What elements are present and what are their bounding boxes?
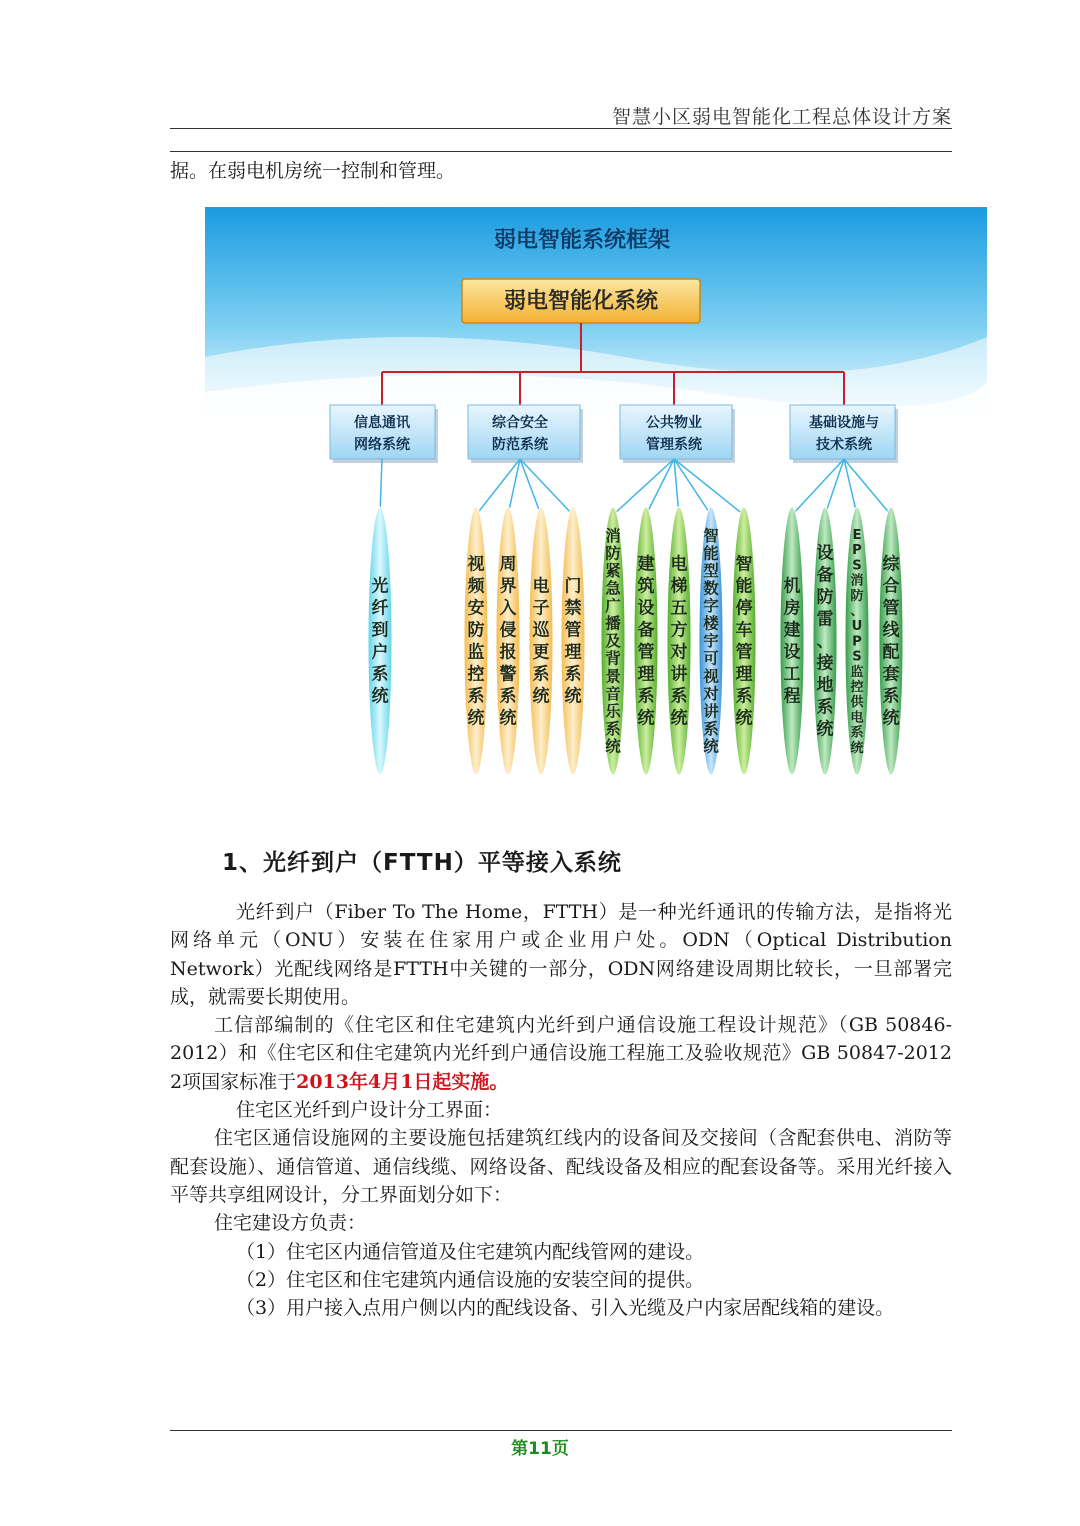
leaf-capsule xyxy=(529,507,553,775)
header-title: 智慧小区弱电智能化工程总体设计方案 xyxy=(611,106,952,128)
leaf-label: 建筑设备管理系统 xyxy=(637,554,655,729)
leaf-connector xyxy=(674,459,679,515)
leaf-label: 机房建设工程 xyxy=(783,576,801,707)
leaf-label: E P S 消防、 U P S 监控供电系统 xyxy=(850,528,864,756)
category-label-line: 基础设施与 xyxy=(809,415,879,431)
leaf-connector xyxy=(613,459,674,515)
category-label-line: 网络系统 xyxy=(354,437,410,453)
leaf-label: 光纤到户系统 xyxy=(371,576,389,707)
leaf-capsule xyxy=(732,507,756,775)
leaf-label: 电梯五方对讲系统 xyxy=(670,554,688,729)
leaf-capsule xyxy=(496,507,520,775)
paragraph-owner-responsibility: 住宅建设方负责： xyxy=(214,1212,367,1235)
footer-rule xyxy=(170,1430,952,1431)
list-item: （2）住宅区和住宅建筑内通信设施的安装空间的提供。 xyxy=(236,1268,705,1291)
header-rule-lower xyxy=(170,151,952,152)
leaf-capsule xyxy=(561,507,585,775)
leaf-label: 视频安防监控系统 xyxy=(467,554,485,729)
category-label-line: 防范系统 xyxy=(492,437,548,453)
header-rule xyxy=(170,128,952,129)
leaf-capsule xyxy=(667,507,691,775)
continuation-text: 据。在弱电机房统一控制和管理。 xyxy=(170,160,456,182)
leaf-connector xyxy=(674,459,744,515)
system-framework-diagram xyxy=(205,207,987,787)
effective-date-highlight: 2013年4月1日起实施。 xyxy=(296,1070,509,1093)
leaf-capsule xyxy=(634,507,658,775)
page-number: 第11页 xyxy=(511,1439,569,1459)
category-label-line: 技术系统 xyxy=(816,437,872,453)
paragraph-ftth-definition: 光纤到户（Fiber To The Home，FTTH）是一种光纤通讯的传输方法，是指将光网络单元（ONU）安装在住家用户或企业用户处。ODN（Optical Distribution Network）光配线网络是FTTH中关键的一部分，ODN网络建设周期比较长，一旦部署完成，就需要长期使用。 xyxy=(170,901,952,1008)
framework-title: 弱电智能系统框架 xyxy=(493,228,671,253)
leaf-capsule xyxy=(368,507,392,775)
leaf-connector xyxy=(520,459,573,515)
leaf-label: 消防紧急广播及背景音乐系统 xyxy=(605,526,621,756)
leaf-label: 综合管线配套系统 xyxy=(882,554,900,729)
leaf-label: 设备防雷、接地系统 xyxy=(816,543,834,740)
paragraph-facilities: 住宅区通信设施网的主要设施包括建筑红线内的设备间及交接间（含配套供电、消防等配套设施）、通信管道、通信线缆、网络设备、配线设备及相应的配套设备等。采用光纤接入平等共享组网设计，分工界面划分如下： xyxy=(170,1127,952,1206)
leaf-system-capsules xyxy=(368,459,903,775)
list-item: （3）用户接入点用户侧以内的配线设备、引入光缆及户内家居配线箱的建设。 xyxy=(236,1297,895,1320)
list-item: （1）住宅区内通信管道及住宅建筑内配线管网的建设。 xyxy=(236,1240,705,1263)
leaf-capsule xyxy=(780,507,804,775)
leaf-capsule xyxy=(879,507,903,775)
category-label-line: 管理系统 xyxy=(646,437,702,453)
root-label: 弱电智能化系统 xyxy=(503,289,659,314)
category-label-line: 综合安全 xyxy=(492,415,548,431)
body-text xyxy=(170,898,952,1322)
paragraph-interface-title: 住宅区光纤到户设计分工界面： xyxy=(236,1099,503,1122)
leaf-connector xyxy=(520,459,541,515)
category-label-line: 公共物业 xyxy=(646,415,702,431)
leaf-connector xyxy=(674,459,711,515)
leaf-connector xyxy=(792,459,844,515)
paragraph-standards xyxy=(170,1011,952,1096)
leaf-label: 门禁管理系统 xyxy=(564,576,582,707)
category-label-line: 信息通讯 xyxy=(354,415,410,431)
leaf-connector xyxy=(646,459,674,515)
leaf-label: 电子巡更系统 xyxy=(532,576,550,707)
leaf-label: 智能型数字楼宇可视对讲系统 xyxy=(703,526,719,756)
leaf-connector xyxy=(825,459,844,515)
standards-text: 工信部编制的《住宅区和住宅建筑内光纤到户通信设施工程设计规范》（GB 50846-2012）和《住宅区和住宅建筑内光纤到户通信设施工程施工及验收规范》GB 50847-2012 2项国家标准于 xyxy=(170,1014,952,1093)
leaf-label: 周界入侵报警系统 xyxy=(499,554,517,729)
leaf-label: 智能停车管理系统 xyxy=(735,554,753,729)
section-heading: 1、光纤到户（FTTH）平等接入系统 xyxy=(222,850,622,876)
leaf-capsule xyxy=(464,507,488,775)
